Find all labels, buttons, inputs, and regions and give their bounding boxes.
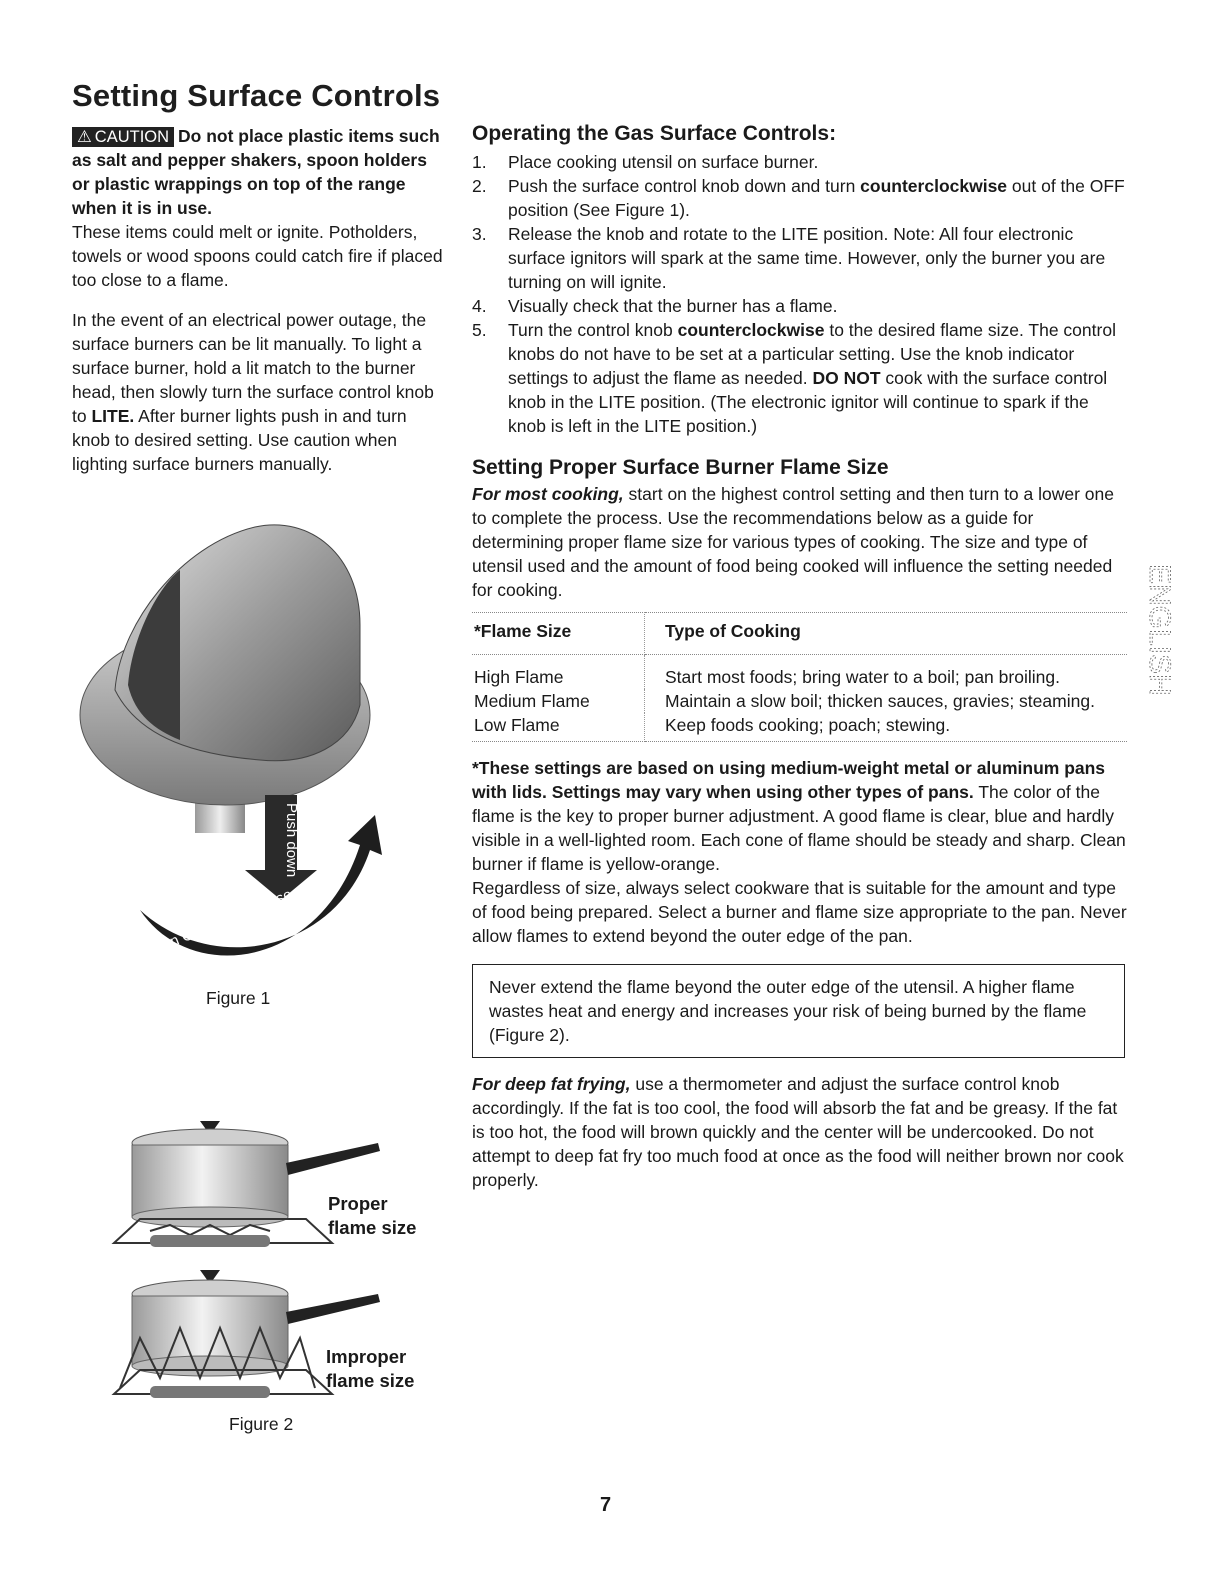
step-number: 4. xyxy=(472,296,487,316)
step-item xyxy=(472,174,1127,222)
table-cell: High Flame xyxy=(472,655,645,690)
caution-lead: Do not place plastic items such as salt and pepper shakers, spoon holders or plastic wrappings on top of the range when it is in use. xyxy=(72,126,440,218)
caution-badge xyxy=(72,127,174,147)
proper-flame-label xyxy=(328,1192,416,1240)
push-down-arrow xyxy=(245,795,317,900)
step-emphasis: counterclockwise xyxy=(860,176,1008,196)
right-column xyxy=(472,120,1127,1192)
step-text: Place cooking utensil on surface burner. xyxy=(508,152,819,172)
caution-body: These items could melt or ignite. Potholders, towels or wood spoons could catch fire if placed too close to a flame. xyxy=(72,222,443,290)
step-number: 2. xyxy=(472,176,487,196)
figure-1-caption: Figure 1 xyxy=(206,988,271,1008)
turn-label: Turn Counterclockwise xyxy=(147,886,295,959)
warning-note-box: Never extend the flame beyond the outer edge of the utensil. A higher flame wastes heat and energy and increases your risk of being burned by the flame (Figure 2). xyxy=(472,964,1125,1058)
operating-steps xyxy=(472,150,1127,438)
step-text: to the desired flame size. The control knobs do not have to be set at a particular setting. Use the knob indicator settings to adjust the flame as needed. xyxy=(508,320,1116,388)
step-item xyxy=(472,294,1127,318)
table-header-type-of-cooking: Type of Cooking xyxy=(645,613,1128,655)
warning-icon: ⚠ xyxy=(77,128,92,146)
step-text: Visually check that the burner has a flame. xyxy=(508,296,838,316)
outage-lite: LITE. xyxy=(91,406,135,426)
improper-label-line1: Improper xyxy=(326,1346,407,1367)
regardless-paragraph: Regardless of size, always select cookware that is suitable for the amount and type of food being prepared. Select a burner and flame size appropriate to the pan. Never allow flames to extend beyond the outer edge of the pan. xyxy=(472,878,1127,946)
improper-flame-label xyxy=(326,1345,414,1393)
table-header-row xyxy=(472,613,1127,655)
page-number: 7 xyxy=(600,1494,612,1516)
flame-size-section xyxy=(472,454,1127,1192)
table-row xyxy=(472,655,1127,690)
settings-note-bold: *These settings are based on using medium-weight metal or aluminum pans with lids. Settings may vary when using other types of pans. xyxy=(472,758,1106,802)
figure-1-knob-illustration xyxy=(60,515,440,985)
step-text: cook with the surface control knob in the LITE position. (The electronic ignitor will continue to spark if the knob is left in the LITE position.) xyxy=(508,368,1108,436)
step-item xyxy=(472,318,1127,438)
flame-intro-text: start on the highest control setting and then turn to a lower one to complete the process. Use the recommendations below as a guide for determining proper flame size for various types of cooking. The size and type of utensil used and the amount of food being cooked will influence the setting needed for cooking. xyxy=(472,484,1114,600)
flame-intro-paragraph xyxy=(472,482,1127,602)
english-side-tab xyxy=(1128,560,1176,720)
outage-text-2: After burner lights push in and turn knob to desired setting. Use caution when lighting surface burners manually. xyxy=(72,406,407,474)
page-title: Setting Surface Controls xyxy=(72,78,441,113)
improper-label-line2: flame size xyxy=(326,1370,415,1391)
push-down-label: Push down xyxy=(283,803,300,878)
outage-text-1: In the event of an electrical power outage, the surface burners can be lit manually. To light a surface burner, hold a lit match to the burner head, then slowly turn the surface control knob to xyxy=(72,310,434,426)
table-cell: Start most foods; bring water to a boil; pan broiling. xyxy=(665,667,1060,687)
table-row xyxy=(472,689,1127,713)
power-outage-paragraph xyxy=(72,308,444,476)
step-item xyxy=(472,150,1127,174)
step-emphasis: DO NOT xyxy=(812,368,881,388)
step-number: 3. xyxy=(472,224,487,244)
flame-intro-emphasis: For most cooking, xyxy=(472,484,624,504)
step-text: out of the OFF position (See Figure 1). xyxy=(508,176,1125,220)
table-cell: Medium Flame xyxy=(472,689,645,713)
deep-fat-emphasis: For deep fat frying, xyxy=(472,1074,631,1094)
step-item xyxy=(472,222,1127,294)
flame-size-heading: Setting Proper Surface Burner Flame Size xyxy=(472,456,889,479)
improper-flame-pan-illustration xyxy=(110,1268,340,1408)
settings-note-paragraph xyxy=(472,756,1127,876)
turn-counterclockwise-arrow xyxy=(140,815,382,959)
table-header-flame-size: *Flame Size xyxy=(472,613,645,655)
table-row xyxy=(472,713,1127,742)
table-cell: Low Flame xyxy=(472,713,645,742)
step-text: Release the knob and rotate to the LITE position. Note: All four electronic surface ignitors will spark at the same time. However, only the burner you are turning on will ignite. xyxy=(508,224,1106,292)
english-tab-label: ENGLISH xyxy=(1143,564,1176,696)
proper-flame-pan-illustration xyxy=(110,1115,340,1255)
proper-label-line1: Proper xyxy=(328,1193,388,1214)
left-column xyxy=(72,124,444,476)
operating-heading: Operating the Gas Surface Controls: xyxy=(472,122,837,145)
table-cell: Keep foods cooking; poach; stewing. xyxy=(645,713,1128,742)
step-text: Turn the control knob xyxy=(508,320,678,340)
figure-2-caption: Figure 2 xyxy=(229,1414,294,1434)
deep-fat-paragraph xyxy=(472,1072,1127,1192)
settings-note-text: The color of the flame is the key to proper burner adjustment. A good flame is clear, blue and hardly visible in a well-lighted room. Each cone of flame should be steady and sharp. Clean burner if flame is yellow-orange. xyxy=(472,782,1126,874)
table-cell: Maintain a slow boil; thicken sauces, gravies; steaming. xyxy=(665,691,1095,711)
step-text: Push the surface control knob down and turn xyxy=(508,176,861,196)
step-number: 1. xyxy=(472,152,487,172)
caution-statement xyxy=(72,124,444,220)
caution-badge-label: CAUTION xyxy=(94,128,170,146)
flame-size-table xyxy=(472,612,1127,742)
proper-label-line2: flame size xyxy=(328,1217,417,1238)
step-emphasis: counterclockwise xyxy=(677,320,825,340)
deep-fat-text: use a thermometer and adjust the surface control knob accordingly. If the fat is too cool, the food will absorb the fat and be greasy. If the fat is too hot, the food will brown quickly and the center will be undercooked. Do not attempt to deep fat fry too much food at once as the food will neither brown nor cook properly. xyxy=(472,1074,1124,1190)
step-number: 5. xyxy=(472,320,487,340)
